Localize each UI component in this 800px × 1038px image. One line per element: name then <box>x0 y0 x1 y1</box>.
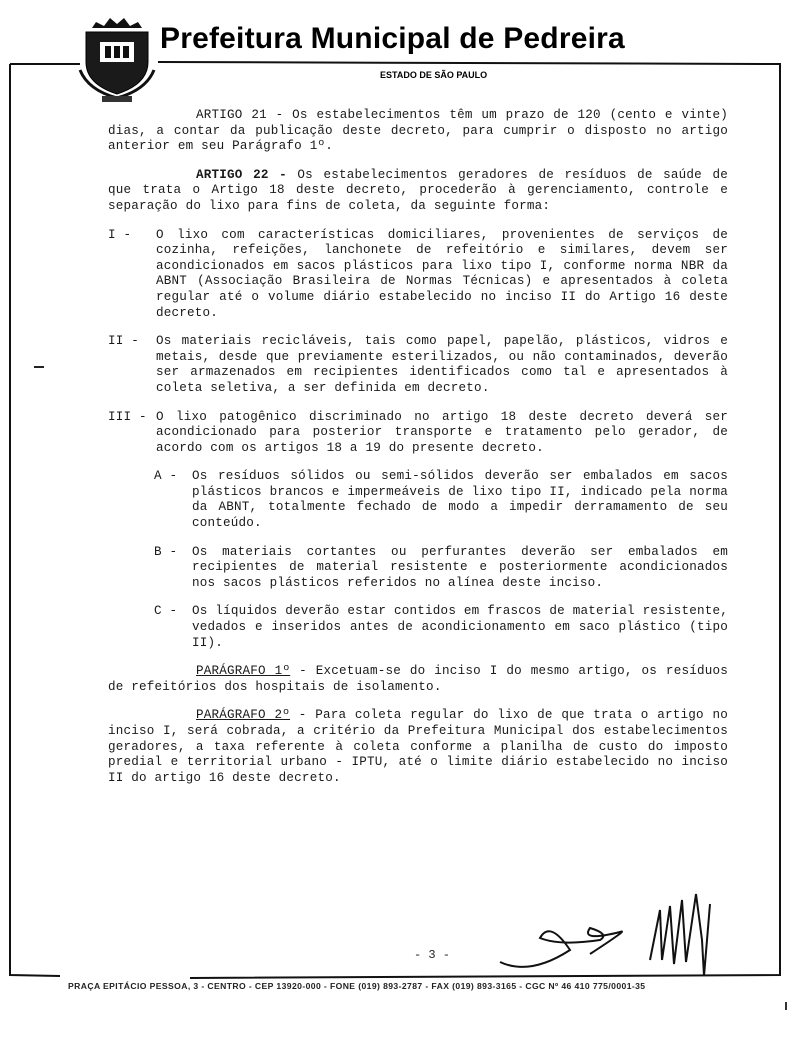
sub-item-text: Os líquidos deverão estar contidos em frascos de material resistente, vedados e inseridos antes de acondicionamento em saco plástico (tipo II). <box>192 604 728 650</box>
sub-item <box>154 469 728 531</box>
sub-item-letter: B - <box>154 544 178 559</box>
paragraph-artigo-22 <box>108 168 728 215</box>
municipal-crest-icon <box>78 10 156 106</box>
paragraph-1 <box>108 664 728 695</box>
sub-item-letter: C - <box>154 604 178 619</box>
item-number: II - <box>108 334 140 349</box>
sub-item <box>154 545 728 592</box>
paragraph-2-label: PARÁGRAFO 2º <box>196 708 291 723</box>
list-item <box>108 228 728 322</box>
page-title: Prefeitura Municipal de Pedreira <box>160 22 625 55</box>
item-number: I - <box>108 227 132 242</box>
paragraph-2 <box>108 708 728 786</box>
list-item <box>108 334 728 396</box>
margin-mark <box>34 366 44 368</box>
item-text: O lixo patogênico discriminado no artigo 18 deste decreto deverá ser acondicionado para posterior transporte e tratamento pelo gerador, de acordo com os artigos 18 a 19 do presente decreto. <box>156 409 728 455</box>
footer-address: PRAÇA EPITÁCIO PESSOA, 3 - CENTRO - CEP 13920-000 - FONE (019) 893-2787 - FAX (019) 893-3165 - CGC Nº 46 410 775/0001-35 <box>68 981 646 991</box>
corner-mark <box>785 1002 787 1010</box>
paragraph-1-label: PARÁGRAFO 1º <box>196 664 291 679</box>
document-body <box>108 108 728 799</box>
item-text: O lixo com características domiciliares, provenientes de serviços de cozinha, refeições, lanchonete de refeitório e similares, devem ser acondicionados em sacos plásticos para lixo tipo I, conforme norma NBR da ABNT (Associação Brasileira de Normas Técnicas) e apresentados à coleta regular até o volume diário estabelecido no inciso II do Artigo 16 deste decreto. <box>156 227 728 320</box>
list-item <box>108 410 728 457</box>
state-subtitle: ESTADO DE SÃO PAULO <box>380 70 488 80</box>
paragraph-artigo-21: ARTIGO 21 - Os estabelecimentos têm um prazo de 120 (cento e vinte) dias, a contar da publicação deste decreto, para cumprir o disposto no artigo anterior em seu Parágrafo 1º. <box>108 108 728 154</box>
handwritten-signature-icon <box>490 880 730 980</box>
paragraph-2-text: - Para coleta regular do lixo de que trata o artigo no inciso I, será cobrada, a critério da Prefeitura Municipal dos estabelecimentos geradores, a taxa referente à coleta conforme a planilha de custo do imposto predial e territorial urbano - IPTU, até o limite diário estabelecido no inciso II do artigo 16 deste decreto. <box>108 708 728 785</box>
sub-item-text: Os materiais cortantes ou perfurantes deverão ser embalados em recipientes de material resistente e posteriormente acondicionados nos sacos plásticos referidos no alínea deste inciso. <box>192 544 728 590</box>
sub-item <box>154 604 728 651</box>
sub-item-text: Os resíduos sólidos ou semi-sólidos deverão ser embalados em sacos plásticos brancos e impermeáveis de lixo tipo II, indicado pela norma da ABNT, totalmente fechado de modo a impedir derramamento de seu conteúdo. <box>192 469 728 531</box>
item-number: III - <box>108 409 147 424</box>
item-text: Os materiais recicláveis, tais como papel, papelão, plásticos, vidros e metais, desde que previamente esterilizados, ou não contaminados, deverão ser armazenados em recipientes identificados como tal e apresentados à coleta seletiva, a ser definida em decreto. <box>156 334 728 395</box>
artigo-22-label: ARTIGO 22 - <box>196 167 287 182</box>
paragraph-1-text: - Excetuam-se do inciso I do mesmo artigo, os resíduos de refeitórios dos hospitais de isolamento. <box>108 664 728 694</box>
artigo-22-text: Os estabelecimentos geradores de resíduos de saúde de que trata o Artigo 18 deste decreto, procederão à gerenciamento, controle e separação do lixo para fins de coleta, da seguinte forma: <box>108 167 728 213</box>
page-number: - 3 - <box>414 948 451 962</box>
sub-item-letter: A - <box>154 469 178 484</box>
